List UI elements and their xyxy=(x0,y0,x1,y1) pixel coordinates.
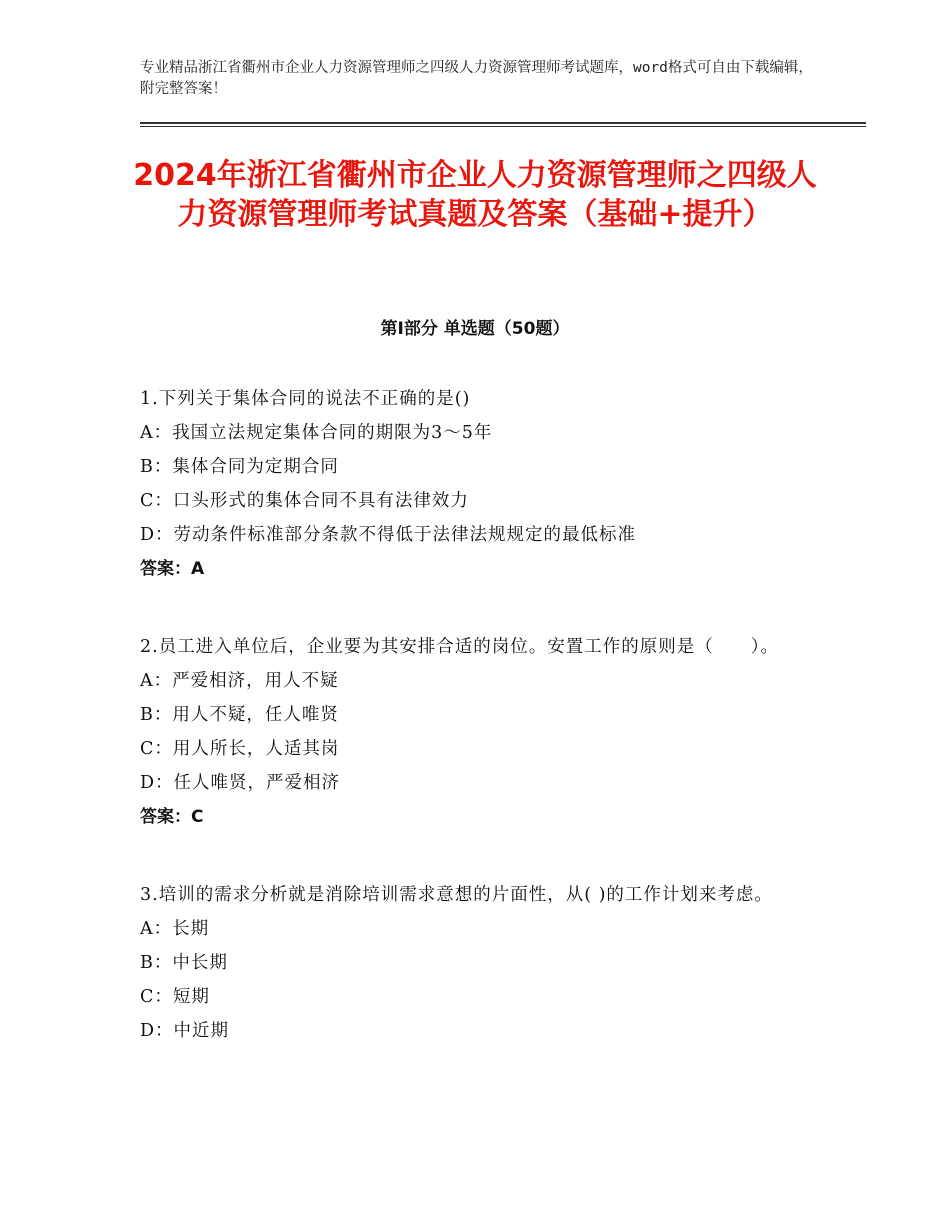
header-divider-thin xyxy=(140,126,866,127)
option-a: A：长期 xyxy=(140,919,210,939)
option-b: B：中长期 xyxy=(140,953,228,973)
section-heading: 第Ⅰ部分 单选题（50题） xyxy=(380,319,570,339)
header-divider-thick xyxy=(140,122,866,124)
option-d: D：任人唯贤，严爱相济 xyxy=(140,773,341,793)
question-stem: 2.员工进入单位后，企业要为其安排合适的岗位。安置工作的原则是（ ）。 xyxy=(140,637,779,657)
option-c: C：用人所长，人适其岗 xyxy=(140,739,340,759)
question-stem: 1.下列关于集体合同的说法不正确的是() xyxy=(140,389,471,409)
option-a: A：我国立法规定集体合同的期限为3～5年 xyxy=(140,423,493,443)
question-3 xyxy=(140,878,820,1048)
question-2 xyxy=(140,630,820,834)
question-list xyxy=(140,382,820,1092)
option-d: D：劳动条件标准部分条款不得低于法律法规规定的最低标准 xyxy=(140,525,637,545)
question-stem: 3.培训的需求分析就是消除培训需求意想的片面性，从( )的工作计划来考虑。 xyxy=(140,885,773,905)
option-b: B：用人不疑，任人唯贤 xyxy=(140,705,339,725)
question-1 xyxy=(140,382,820,586)
option-d: D：中近期 xyxy=(140,1021,230,1041)
option-c: C：口头形式的集体合同不具有法律效力 xyxy=(140,491,469,511)
header-note: 专业精品浙江省衢州市企业人力资源管理师之四级人力资源管理师考试题库，word格式可自由下载编辑，附完整答案！ xyxy=(140,60,813,97)
option-b: B：集体合同为定期合同 xyxy=(140,457,339,477)
answer: 答案：A xyxy=(140,559,205,579)
option-a: A：严爱相济，用人不疑 xyxy=(140,671,339,691)
document-title: 2024年浙江省衢州市企业人力资源管理师之四级人力资源管理师考试真题及答案（基础+提升） xyxy=(133,158,817,232)
option-c: C：短期 xyxy=(140,987,210,1007)
answer: 答案：C xyxy=(140,807,204,827)
